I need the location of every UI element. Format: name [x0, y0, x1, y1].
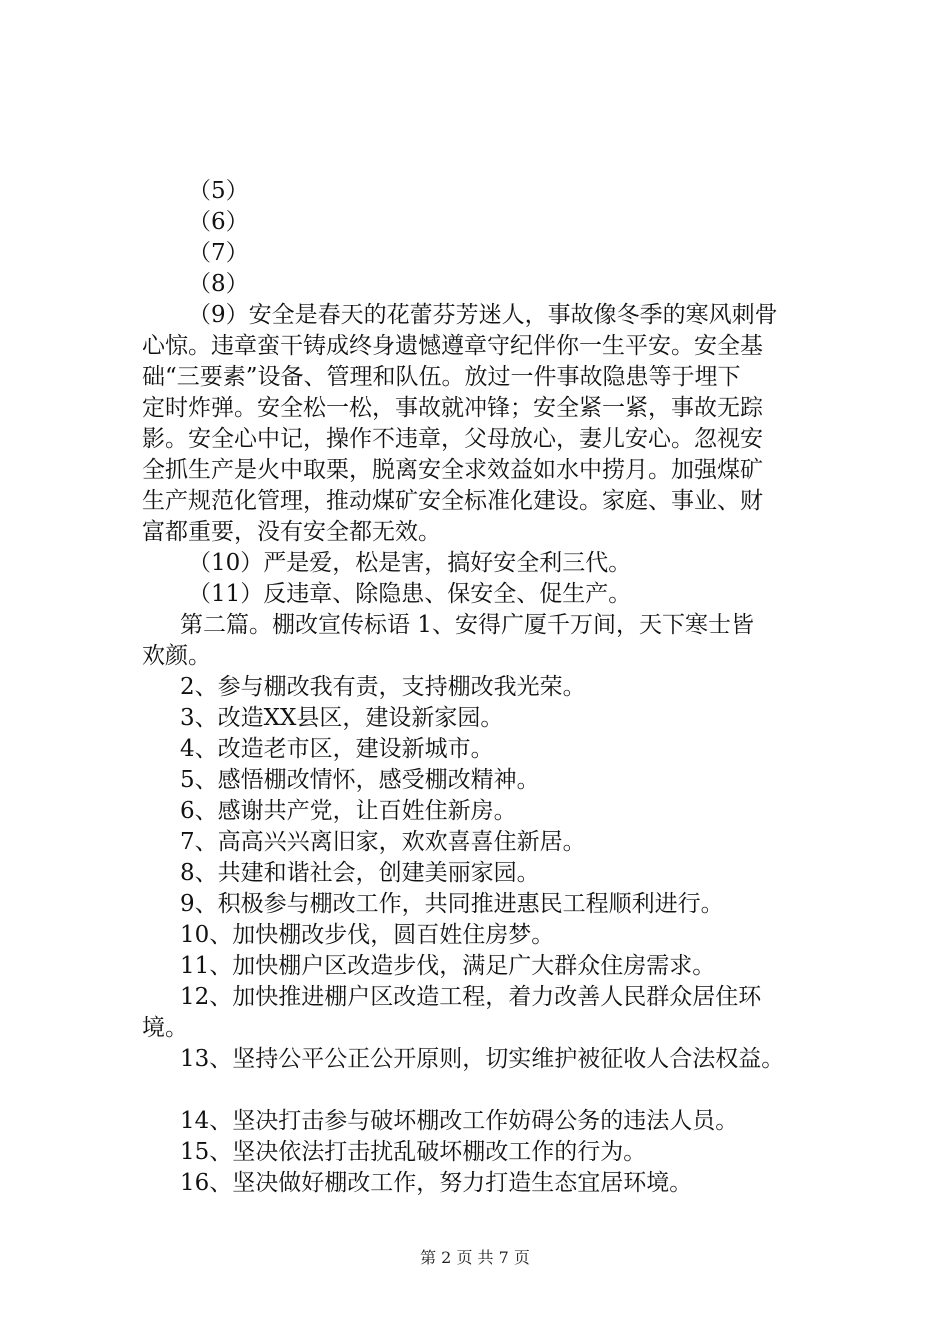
paragraph-line: 欢颜。 [142, 643, 211, 669]
paragraph-line: （9）安全是春天的花蕾芬芳迷人，事故像冬季的寒风刺骨 [188, 302, 778, 328]
paragraph-line: 定时炸弹。安全松一松，事故就冲锋；安全紧一紧，事故无踪 [142, 395, 763, 421]
list-item: 16、坚决做好棚改工作，努力打造生态宜居环境。 [180, 1170, 693, 1196]
paragraph-line: 富都重要，没有安全都无效。 [142, 519, 441, 545]
list-item: 7、高高兴兴离旧家，欢欢喜喜住新居。 [180, 829, 586, 855]
document-body [142, 176, 842, 1199]
list-item: （5） [188, 178, 249, 204]
list-item: 15、坚决依法打击扰乱破坏棚改工作的行为。 [180, 1139, 647, 1165]
paragraph-line: 心惊。违章蛮干铸成终身遗憾遵章守纪伴你一生平安。安全基 [142, 333, 763, 359]
section-heading-line: 第二篇。棚改宣传标语 1、安得广厦千万间，天下寒士皆 [180, 612, 754, 638]
list-item: 8、共建和谐社会，创建美丽家园。 [180, 860, 540, 886]
list-item: 14、坚决打击参与破坏棚改工作妨碍公务的违法人员。 [180, 1108, 739, 1134]
list-item: （7） [188, 240, 249, 266]
blank-line [142, 1075, 842, 1106]
paragraph-line: 生产规范化管理，推动煤矿安全标准化建设。家庭、事业、财 [142, 488, 763, 514]
list-item: 12、加快推进棚户区改造工程，着力改善人民群众居住环 [180, 984, 762, 1010]
list-item: 9、积极参与棚改工作，共同推进惠民工程顺利进行。 [180, 891, 724, 917]
paragraph-line: 础“三要素”设备、管理和队伍。放过一件事故隐患等于埋下 [142, 364, 741, 390]
list-item: 3、改造XX县区，建设新家园。 [180, 705, 504, 731]
paragraph-line: 全抓生产是火中取栗，脱离安全求效益如水中捞月。加强煤矿 [142, 457, 763, 483]
page-footer: 第 2 页 共 7 页 [420, 1248, 530, 1267]
list-item: 11、加快棚户区改造步伐，满足广大群众住房需求。 [180, 953, 716, 979]
list-item: （11）反违章、除隐患、保安全、促生产。 [188, 581, 632, 607]
list-item: 5、感悟棚改情怀，感受棚改精神。 [180, 767, 540, 793]
list-item: （10）严是爱，松是害，搞好安全利三代。 [188, 550, 632, 576]
list-item: （8） [188, 271, 249, 297]
list-item: 13、坚持公平公正公开原则，切实维护被征收人合法权益。 [180, 1046, 785, 1072]
list-item: 2、参与棚改我有责，支持棚改我光荣。 [180, 674, 586, 700]
list-item: 10、加快棚改步伐，圆百姓住房梦。 [180, 922, 555, 948]
list-item: 6、感谢共产党，让百姓住新房。 [180, 798, 517, 824]
paragraph-line: 影。安全心中记，操作不违章，父母放心，妻儿安心。忽视安 [142, 426, 763, 452]
list-item: 4、改造老市区，建设新城市。 [180, 736, 494, 762]
list-item: （6） [188, 209, 249, 235]
paragraph-line: 境。 [142, 1015, 188, 1041]
